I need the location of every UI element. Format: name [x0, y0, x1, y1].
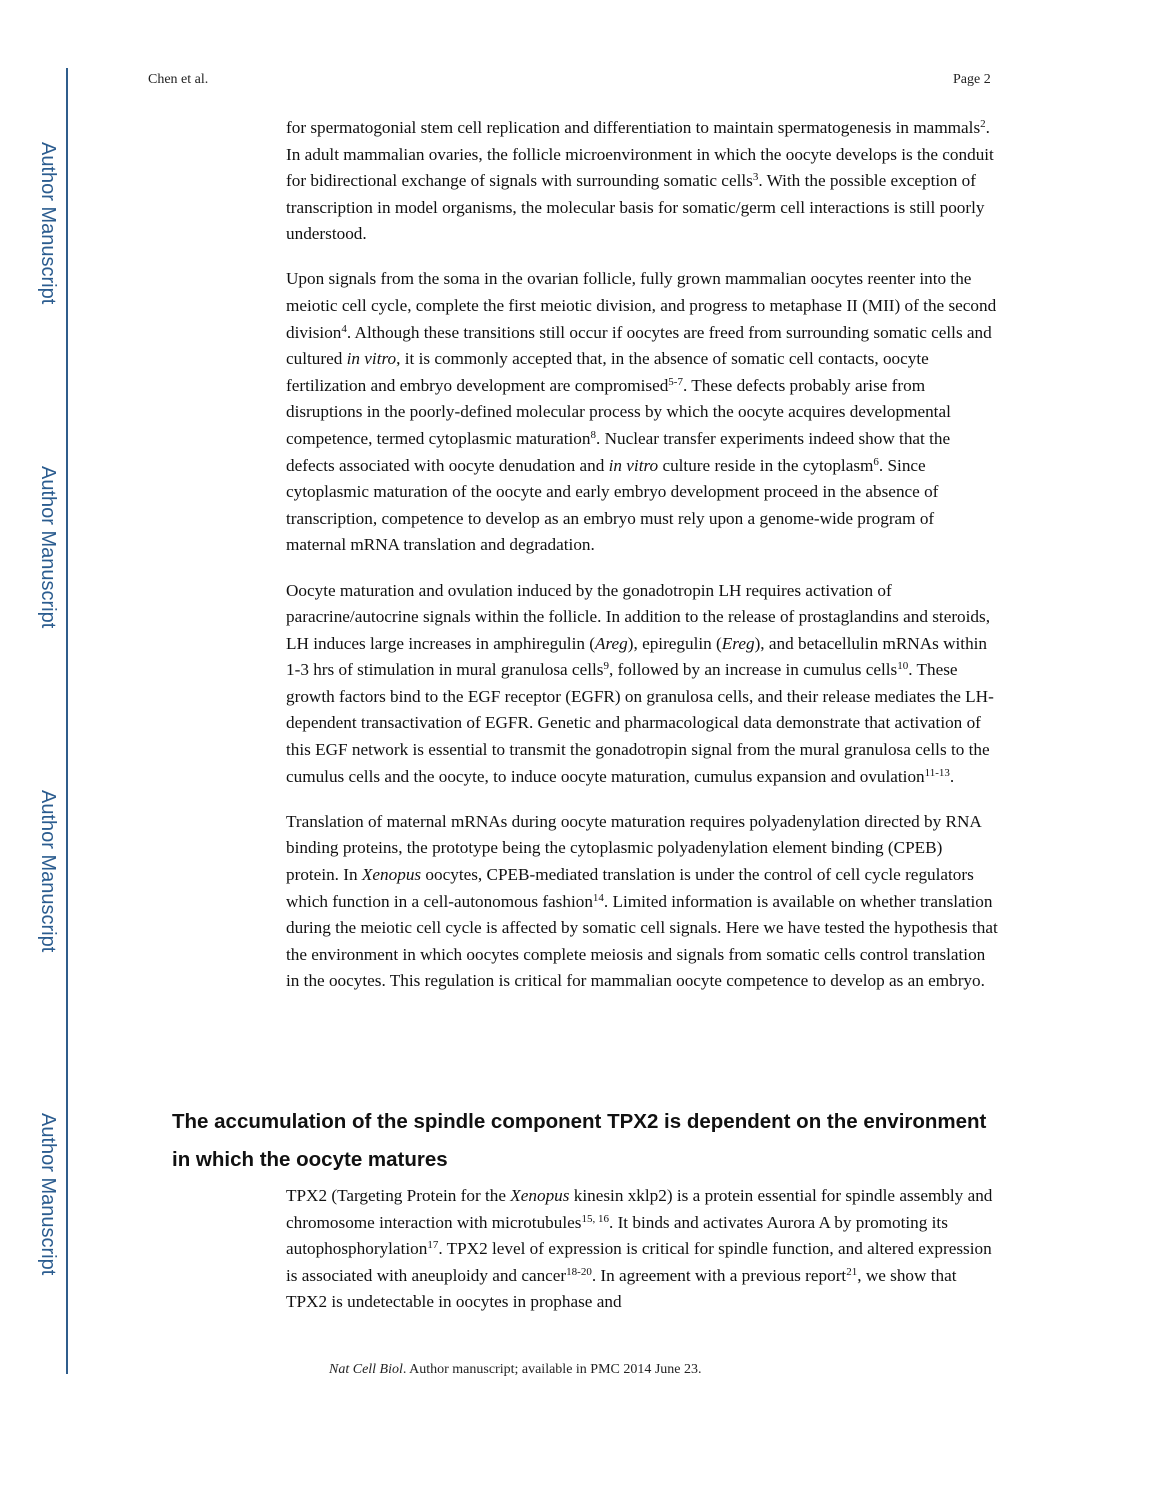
citation-ref: 17 [427, 1239, 439, 1252]
paragraph: for spermatogonial stem cell replication and differentiation to maintain spermatogenesis in mammals$^2$. In adult mammalian ovaries, the follicle microenvironment in which the oocyte develops is the conduit for bidirectional exchange of signals with surrounding somatic cells$^3$. With the possible exception of transcription in model organisms, the molecular basis for somatic/germ cell interactions is still poorly understood. [286, 118, 994, 244]
page-number: Page 2 [953, 72, 991, 87]
citation-ref: 5-7 [668, 375, 683, 388]
section-body-text [286, 1183, 998, 1334]
author-manuscript-text: Author Manuscript [37, 466, 59, 629]
paragraph: Upon signals from the soma in the ovarian follicle, fully grown mammalian oocytes reenter into the meiotic cell cycle, complete the first meiotic division, and progress to metaphase II (MII) of the second division$^4$. Although these transitions still occur if oocytes are freed from surrounding somatic cells and cultured in vitro, it is commonly accepted that, in the absence of somatic cell contacts, oocyte fertilization and embryo development are compromised$^{5-7}$. These defects probably arise from disruptions in the poorly-defined molecular process by which the oocyte acquires developmental competence, termed cytoplasmic maturation$^8$. Nuclear transfer experiments indeed show that the defects associated with oocyte denudation and in vitro culture reside in the cytoplasm$^6$. Since cytoplasmic maturation of the oocyte and early embryo development proceed in the absence of transcription, competence to develop as an embryo must rely upon a genome-wide program of maternal mRNA translation and degradation. [286, 269, 997, 555]
running-head-authors: Chen et al. [148, 72, 209, 87]
paragraph: TPX2 (Targeting Protein for the Xenopus kinesin xklp2) is a protein essential for spindle assembly and chromosome interaction with microtubules$^{15, 16}$. It binds and activates Aurora A by promoting its autophosphorylation$^{17}$. TPX2 level of expression is critical for spindle function, and altered expression is associated with aneuploidy and cancer$^{18-20}$. In agreement with a previous report$^{21}$, we show that TPX2 is undetectable in oocytes in prophase and [286, 1186, 993, 1312]
citation-ref: 15, 16 [581, 1212, 609, 1225]
italic-term: Xenopus [361, 864, 422, 884]
citation-ref: 11-13 [924, 766, 950, 779]
section-heading: The accumulation of the spindle component TPX2 is dependent on the environment in which the oocyte matures [172, 1110, 987, 1171]
citation-ref: 14 [592, 891, 604, 904]
italic-term: in vitro [608, 455, 659, 475]
citation-ref: 4 [341, 322, 347, 335]
citation-ref: 2 [980, 118, 986, 130]
citation-ref: 8 [590, 429, 596, 442]
italic-term: in vitro [346, 349, 397, 369]
author-manuscript-text: Author Manuscript [37, 142, 59, 305]
citation-ref: 3 [752, 171, 759, 184]
citation-ref: 18-20 [566, 1265, 592, 1278]
journal-name: Nat Cell Biol [329, 1362, 403, 1377]
page-footer [329, 1362, 702, 1378]
citation-ref: 9 [603, 660, 609, 673]
author-manuscript-text: Author Manuscript [37, 790, 59, 953]
citation-ref: 10 [897, 660, 909, 673]
paragraph: Translation of maternal mRNAs during oocyte maturation requires polyadenylation directed by RNA binding proteins, the prototype being the cytoplasmic polyadenylation element binding (CPEB) protein. In Xenopus oocytes, CPEB-mediated translation is under the control of cell cycle regulators which function in a cell-autonomous fashion$^{14}$. Limited information is available on whether translation during the meiotic cell cycle is affected by somatic cell signals. Here we have tested the hypothesis that the environment in which oocytes complete meiosis and signals from somatic cells control translation in the oocytes. This regulation is critical for mammalian oocyte competence to develop as an embryo. [286, 811, 998, 991]
citation-ref: 21 [846, 1265, 858, 1278]
italic-term: Areg [594, 633, 628, 653]
body-text [286, 115, 998, 1013]
author-manuscript-text: Author Manuscript [37, 1113, 59, 1276]
sidebar-divider [66, 68, 68, 1374]
citation-ref: 6 [873, 455, 879, 468]
footer-text: . Author manuscript; available in PMC 2014 June 23. [402, 1362, 702, 1377]
italic-term: Xenopus [510, 1186, 570, 1205]
paragraph: Oocyte maturation and ovulation induced by the gonadotropin LH requires activation of paracrine/autocrine signals within the follicle. In addition to the release of prostaglandins and steroids, LH induces large increases in amphiregulin (Areg), epiregulin (Ereg), and betacellulin mRNAs within 1-3 hrs of stimulation in mural granulosa cells$^9$, followed by an increase in cumulus cells$^{10}$. These growth factors bind to the EGF receptor (EGFR) on granulosa cells, and their release mediates the LH-dependent transactivation of EGFR. Genetic and pharmacological data demonstrate that activation of this EGF network is essential to transmit the gonadotropin signal from the mural granulosa cells to the cumulus cells and the oocyte, to induce oocyte maturation, cumulus expansion and ovulation$^{11-13}$. [286, 580, 994, 786]
italic-term: Ereg [721, 633, 755, 653]
